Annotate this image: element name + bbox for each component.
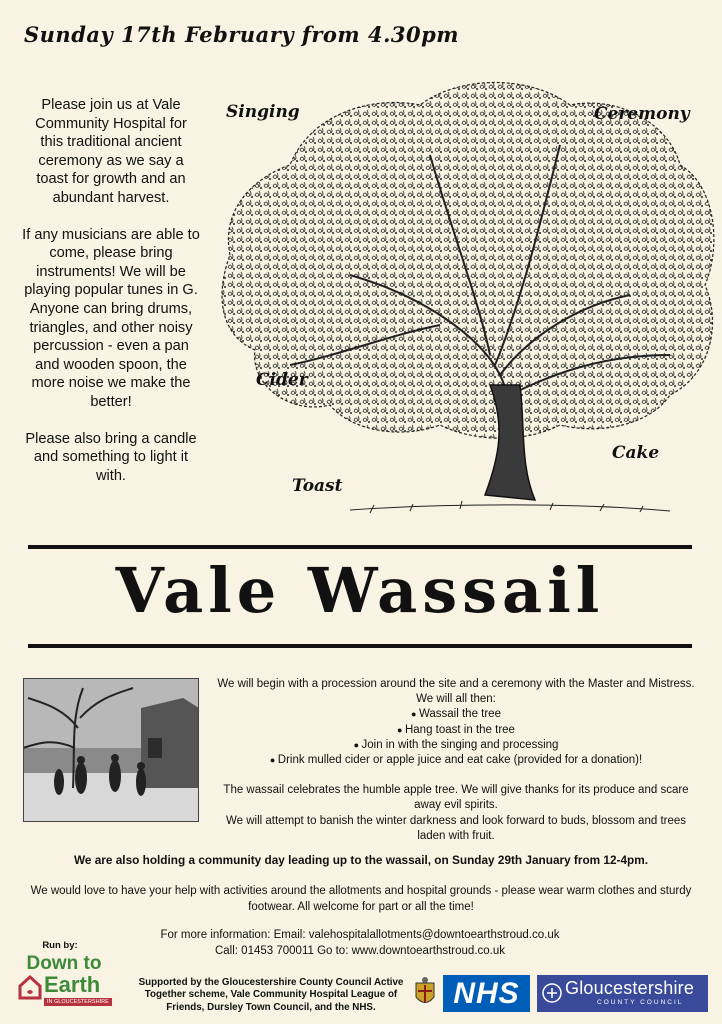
supporters-text: Supported by the Gloucestershire County Council Active Together scheme, Vale Community Hospital League of Friends, Dursley Town Council, and the NHS. (138, 977, 404, 1013)
winter-paragraph: We will attempt to banish the winter darkness and look forward to buds, blossom and trees laden with fruit. (225, 814, 687, 842)
logo-bottom-text: Earth (44, 972, 101, 997)
gloucestershire-logo (537, 975, 708, 1012)
activity-list (212, 707, 700, 768)
list-item: ● Hang toast in the tree (212, 723, 700, 738)
nhs-logo: NHS (443, 975, 530, 1012)
gloucestershire-name: Gloucestershire (565, 978, 695, 998)
contact-info (120, 928, 600, 959)
list-item: ● Wassail the tree (212, 707, 700, 722)
wassail-engraving-image (23, 678, 199, 822)
intro-paragraph: If any musicians are able to come, please bring instruments! We will be playing popular tunes in G. Anyone can bring drums, triangles, and other noisy percussion - even a pan and wooden spoon, the more noise we make the better! (22, 226, 200, 410)
down-to-earth-logo (16, 954, 112, 1012)
coat-of-arms-icon (413, 975, 437, 1012)
label-singing: Singing (226, 102, 300, 122)
community-day-text: We would love to have your help with activities around the allotments and hospital grounds - please wear warm clothes and sturdy footwear. All welcome for part or all the time! (30, 885, 692, 913)
spacer (212, 768, 700, 783)
county-council-text: COUNTY COUNCIL (597, 999, 684, 1006)
contact-email-line[interactable]: For more information: Email: valehospitalallotments@downtoearthstroud.co.uk (160, 929, 560, 941)
ground (350, 501, 670, 513)
apple-tree-paragraph: The wassail celebrates the humble apple tree. We will give thanks for its produce and scare away evil spirits. (223, 784, 689, 812)
page-title: Vale Wassail (115, 554, 605, 627)
label-cider: Cider (256, 370, 308, 390)
run-by-label: Run by: (42, 940, 78, 951)
list-item: ● Drink mulled cider or apple juice and eat cake (provided for a donation)! (212, 753, 700, 768)
procession-section (212, 677, 700, 844)
logo-top-text: Down to (26, 953, 102, 974)
community-day-heading: We are also holding a community day leading up to the wassail, on Sunday 29th January from 12-4pm. (73, 853, 649, 867)
intro-text (22, 96, 200, 503)
title-rule-top (28, 545, 692, 549)
contact-phone-web-line[interactable]: Call: 01453 700011 Go to: www.downtoearthstroud.co.uk (214, 944, 506, 957)
intro-paragraph: Please also bring a candle and something to light it with. (25, 430, 197, 484)
procession-intro: We will begin with a procession around the site and a ceremony with the Master and Mistress. We will all then: (217, 678, 695, 706)
label-cake: Cake (612, 443, 660, 463)
label-toast: Toast (292, 476, 343, 496)
event-date-heading: Sunday 17th February from 4.30pm (24, 22, 460, 47)
house-icon (18, 974, 42, 1000)
crest-icon (541, 980, 563, 1006)
label-ceremony: Ceremony (594, 104, 690, 124)
title-rule-bottom (28, 644, 692, 648)
intro-paragraph: Please join us at Vale Community Hospital for this traditional ancient ceremony as we say a toast for growth and an abundant harvest. (35, 97, 187, 206)
list-item: ● Join in with the singing and processing (212, 738, 700, 753)
logo-sub-text: IN GLOUCESTERSHIRE (44, 998, 112, 1006)
